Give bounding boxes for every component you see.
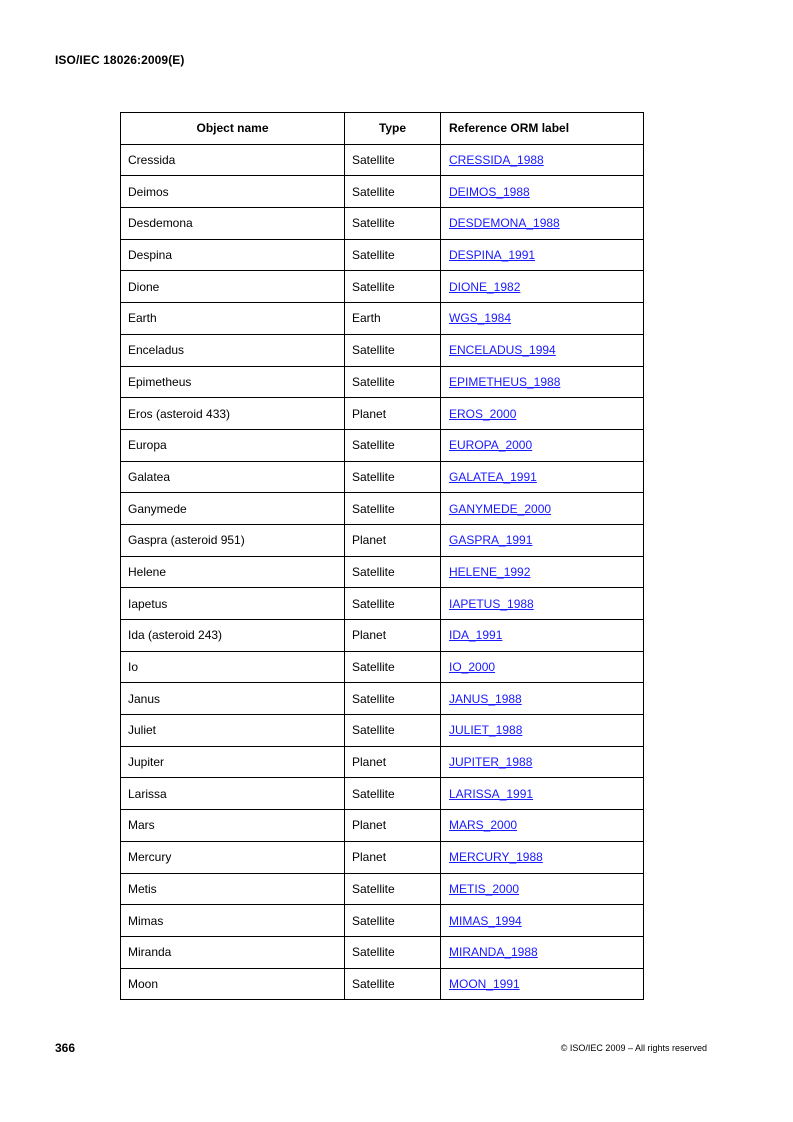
reference-orm-label-link[interactable]: HELENE_1992 — [449, 564, 531, 579]
object-name-cell: Dione — [121, 271, 345, 303]
object-name-cell: Deimos — [121, 176, 345, 208]
reference-orm-label-link[interactable]: DIONE_1982 — [449, 279, 521, 294]
table-body — [121, 144, 644, 1000]
object-name-cell: Epimetheus — [121, 366, 345, 398]
reference-orm-label-cell — [441, 968, 644, 1000]
type-cell: Satellite — [345, 176, 441, 208]
reference-orm-label-cell — [441, 841, 644, 873]
reference-orm-label-cell — [441, 778, 644, 810]
reference-orm-label-link[interactable]: GASPRA_1991 — [449, 533, 533, 548]
table-row — [121, 936, 644, 968]
table-row — [121, 271, 644, 303]
table-row — [121, 841, 644, 873]
reference-orm-label-link[interactable]: EPIMETHEUS_1988 — [449, 374, 561, 389]
table-row — [121, 651, 644, 683]
object-name-cell: Earth — [121, 303, 345, 335]
type-cell: Planet — [345, 810, 441, 842]
table-row — [121, 778, 644, 810]
type-cell: Satellite — [345, 873, 441, 905]
object-name-cell: Iapetus — [121, 588, 345, 620]
reference-orm-label-cell — [441, 524, 644, 556]
reference-orm-label-cell — [441, 366, 644, 398]
reference-orm-label-cell — [441, 144, 644, 176]
reference-orm-label-cell — [441, 905, 644, 937]
reference-orm-label-cell — [441, 398, 644, 430]
type-cell: Planet — [345, 620, 441, 652]
type-cell: Satellite — [345, 936, 441, 968]
type-cell: Planet — [345, 398, 441, 430]
type-cell: Satellite — [345, 366, 441, 398]
table-row — [121, 524, 644, 556]
object-name-cell: Larissa — [121, 778, 345, 810]
type-cell: Planet — [345, 841, 441, 873]
reference-orm-label-link[interactable]: ENCELADUS_1994 — [449, 343, 556, 358]
object-name-cell: Despina — [121, 239, 345, 271]
reference-orm-label-cell — [441, 715, 644, 747]
object-name-cell: Metis — [121, 873, 345, 905]
object-name-cell: Mimas — [121, 905, 345, 937]
table-row — [121, 208, 644, 240]
reference-orm-label-cell — [441, 303, 644, 335]
reference-orm-label-link[interactable]: DEIMOS_1988 — [449, 184, 530, 199]
reference-orm-label-link[interactable]: METIS_2000 — [449, 881, 520, 896]
object-name-cell: Mercury — [121, 841, 345, 873]
reference-orm-label-link[interactable]: EROS_2000 — [449, 406, 517, 421]
type-cell: Satellite — [345, 334, 441, 366]
reference-orm-label-link[interactable]: GANYMEDE_2000 — [449, 501, 552, 516]
reference-orm-label-link[interactable]: IDA_1991 — [449, 628, 503, 643]
reference-orm-label-cell — [441, 493, 644, 525]
orm-table — [120, 112, 644, 1000]
reference-orm-label-cell — [441, 208, 644, 240]
reference-orm-label-link[interactable]: IAPETUS_1988 — [449, 596, 534, 611]
reference-orm-label-link[interactable]: GALATEA_1991 — [449, 469, 537, 484]
type-cell: Satellite — [345, 778, 441, 810]
reference-orm-label-cell — [441, 936, 644, 968]
object-name-cell: Janus — [121, 683, 345, 715]
reference-orm-label-cell — [441, 588, 644, 620]
table-row — [121, 810, 644, 842]
reference-orm-label-link[interactable]: IO_2000 — [449, 660, 496, 675]
table-row — [121, 968, 644, 1000]
reference-orm-label-cell — [441, 461, 644, 493]
object-name-cell: Helene — [121, 556, 345, 588]
type-cell: Satellite — [345, 144, 441, 176]
type-cell: Earth — [345, 303, 441, 335]
reference-orm-label-cell — [441, 176, 644, 208]
reference-orm-label-cell — [441, 239, 644, 271]
type-cell: Satellite — [345, 208, 441, 240]
table-row — [121, 398, 644, 430]
reference-orm-label-link[interactable]: MIRANDA_1988 — [449, 945, 538, 960]
type-cell: Satellite — [345, 905, 441, 937]
type-cell: Planet — [345, 746, 441, 778]
table-row — [121, 683, 644, 715]
type-cell: Satellite — [345, 588, 441, 620]
object-name-cell: Gaspra (asteroid 951) — [121, 524, 345, 556]
object-name-cell: Jupiter — [121, 746, 345, 778]
type-cell: Planet — [345, 524, 441, 556]
table-header-row — [121, 113, 644, 145]
reference-orm-label-cell — [441, 334, 644, 366]
type-cell: Satellite — [345, 556, 441, 588]
reference-orm-label-link[interactable]: LARISSA_1991 — [449, 786, 534, 801]
type-cell: Satellite — [345, 493, 441, 525]
type-cell: Satellite — [345, 683, 441, 715]
column-header-type: Type — [345, 113, 441, 145]
reference-orm-label-cell — [441, 651, 644, 683]
object-name-cell: Miranda — [121, 936, 345, 968]
table-row — [121, 334, 644, 366]
reference-orm-label-link[interactable]: MERCURY_1988 — [449, 850, 543, 865]
reference-orm-label-cell — [441, 873, 644, 905]
page-number: 366 — [55, 1041, 76, 1055]
reference-orm-label-link[interactable]: CRESSIDA_1988 — [449, 153, 544, 168]
object-name-cell: Ida (asteroid 243) — [121, 620, 345, 652]
table-row — [121, 303, 644, 335]
table-row — [121, 366, 644, 398]
reference-orm-label-cell — [441, 746, 644, 778]
reference-orm-label-cell — [441, 620, 644, 652]
type-cell: Satellite — [345, 461, 441, 493]
reference-orm-label-link[interactable]: DESDEMONA_1988 — [449, 216, 560, 231]
reference-orm-label-cell — [441, 810, 644, 842]
table-row — [121, 429, 644, 461]
reference-orm-label-cell — [441, 429, 644, 461]
type-cell: Satellite — [345, 651, 441, 683]
table-row — [121, 144, 644, 176]
reference-orm-label-link[interactable]: JULIET_1988 — [449, 723, 523, 738]
copyright-notice: © ISO/IEC 2009 – All rights reserved — [560, 1043, 707, 1053]
type-cell: Satellite — [345, 239, 441, 271]
object-name-cell: Galatea — [121, 461, 345, 493]
type-cell: Satellite — [345, 715, 441, 747]
reference-orm-label-link[interactable]: EUROPA_2000 — [449, 438, 533, 453]
reference-orm-label-cell — [441, 271, 644, 303]
table-row — [121, 556, 644, 588]
table-row — [121, 461, 644, 493]
reference-orm-label-link[interactable]: MOON_1991 — [449, 976, 520, 991]
table-row — [121, 715, 644, 747]
document-header: ISO/IEC 18026:2009(E) — [55, 53, 185, 67]
table-row — [121, 588, 644, 620]
object-name-cell: Eros (asteroid 433) — [121, 398, 345, 430]
object-name-cell: Juliet — [121, 715, 345, 747]
type-cell: Satellite — [345, 429, 441, 461]
reference-orm-label-link[interactable]: DESPINA_1991 — [449, 248, 536, 263]
column-header-reference-orm-label: Reference ORM label — [441, 113, 644, 145]
object-name-cell: Enceladus — [121, 334, 345, 366]
table-row — [121, 620, 644, 652]
object-name-cell: Cressida — [121, 144, 345, 176]
type-cell: Satellite — [345, 968, 441, 1000]
table-row — [121, 905, 644, 937]
table-row — [121, 176, 644, 208]
reference-orm-label-link[interactable]: MIMAS_1994 — [449, 913, 522, 928]
table-row — [121, 873, 644, 905]
object-name-cell: Mars — [121, 810, 345, 842]
reference-orm-label-link[interactable]: JUPITER_1988 — [449, 755, 533, 770]
reference-orm-label-cell — [441, 683, 644, 715]
object-name-cell: Desdemona — [121, 208, 345, 240]
type-cell: Satellite — [345, 271, 441, 303]
object-name-cell: Europa — [121, 429, 345, 461]
reference-orm-label-cell — [441, 556, 644, 588]
object-name-cell: Io — [121, 651, 345, 683]
object-name-cell: Ganymede — [121, 493, 345, 525]
table-header — [121, 113, 644, 145]
reference-orm-label-link[interactable]: WGS_1984 — [449, 311, 512, 326]
table-row — [121, 239, 644, 271]
table-row — [121, 493, 644, 525]
table-row — [121, 746, 644, 778]
column-header-object-name: Object name — [121, 113, 345, 145]
reference-orm-label-link[interactable]: JANUS_1988 — [449, 691, 522, 706]
object-name-cell: Moon — [121, 968, 345, 1000]
reference-orm-label-link[interactable]: MARS_2000 — [449, 818, 518, 833]
